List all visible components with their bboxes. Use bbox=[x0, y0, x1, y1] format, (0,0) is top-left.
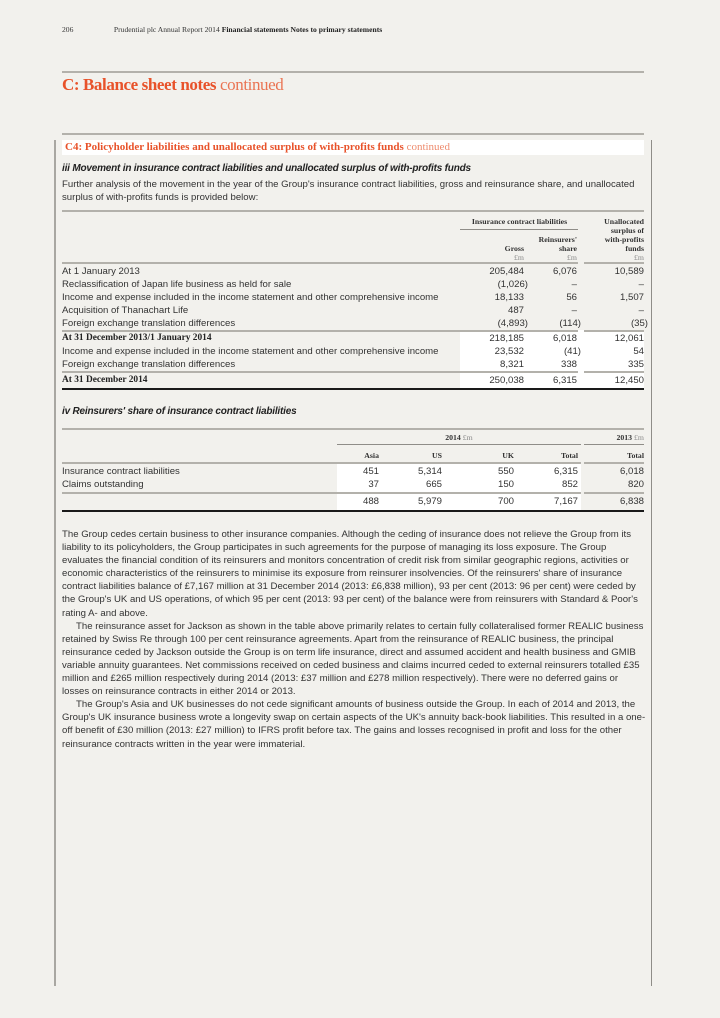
reinsurers-share-table bbox=[62, 428, 644, 513]
col-header-asia: Asia bbox=[364, 451, 379, 460]
cell-uk: 700 bbox=[497, 496, 514, 507]
col-header-reinsurers-share: Reinsurers' share £m bbox=[538, 235, 577, 262]
col-header-uk: UK bbox=[502, 451, 514, 460]
cell-total-2014: 7,167 bbox=[553, 496, 578, 507]
row-label: Reclassification of Japan life business as held for sale bbox=[62, 279, 292, 290]
cell-unallocated: 12,061 bbox=[614, 333, 644, 344]
table-bottom-rule bbox=[62, 388, 644, 390]
body-text bbox=[62, 528, 647, 751]
cell-unallocated: 54 bbox=[633, 346, 644, 357]
cell-asia: 451 bbox=[362, 466, 379, 477]
table-row-total bbox=[62, 495, 644, 508]
cell-us: 5,314 bbox=[417, 466, 442, 477]
note-heading bbox=[62, 140, 644, 155]
table-top-rule bbox=[62, 428, 644, 430]
paragraph: The Group's Asia and UK businesses do not cede significant amounts of business outside the Group. In each of 2014 and 2013, the Group's UK insurance business wrote a longevity swap on certain aspects of the UK's annuity back-book liabilities. This resulted in a one-off benefit of £30 million (2013: £27 million) to IFRS profit before tax. The gains and losses recognised in profit and loss for the other reinsurance contracts written in the year were immaterial. bbox=[62, 699, 646, 750]
table-row bbox=[62, 345, 644, 358]
cell-us: 665 bbox=[425, 479, 442, 490]
note-frame-top-divider bbox=[62, 133, 644, 135]
header-bottom-rule-2013 bbox=[584, 462, 644, 464]
row-label: At 31 December 2013/1 January 2014 bbox=[62, 333, 212, 343]
cell-unallocated: 1,507 bbox=[619, 292, 644, 303]
table-row bbox=[62, 304, 644, 317]
cell-total-2013: 6,838 bbox=[619, 496, 644, 507]
cell-unallocated: (35) bbox=[630, 318, 648, 329]
cell-total-2013: 6,018 bbox=[619, 466, 644, 477]
page-number: 206 bbox=[62, 25, 74, 34]
section-name: Financial statements bbox=[221, 25, 289, 34]
cell-unallocated: 10,589 bbox=[614, 266, 644, 277]
col-header-us: US bbox=[432, 451, 442, 460]
row-label: Acquisition of Thanachart Life bbox=[62, 305, 189, 316]
note-heading-suffix: continued bbox=[406, 141, 450, 153]
paragraph: The Group cedes certain business to other insurance companies. Although the ceding of insurance does not relieve the Group from its liability to its policyholders, the Group participates in such agreements for the purpose of managing its loss exposure. The Group evaluates the financial condition of its reinsurers and monitors concentration of credit risk from similar geographic regions, activities or economic characteristics of the reinsurers to minimise its exposure from reinsurer insolvencies. Of the reinsurers' share of insurance contract liabilities balance of £7,167 million at 31 December 2014 (2013: £6,838 million), 93 per cent (2013: 96 per cent) were ceded by the Group's UK and US operations, of which 95 per cent (2013: 93 per cent) of the balance were from reinsurers with Standard & Poor's rating A- and above. bbox=[62, 529, 638, 619]
part-iv-heading: iv Reinsurers' share of insurance contract liabilities bbox=[62, 406, 297, 417]
total-rule-2013 bbox=[584, 492, 644, 494]
note-heading-main: C4: Policyholder liabilities and unallocated surplus of with-profits funds bbox=[65, 141, 404, 153]
total-rule bbox=[62, 492, 581, 494]
col-header-total-2013: Total bbox=[626, 451, 644, 460]
header-bottom-rule-unalloc bbox=[584, 262, 644, 264]
col-header-gross: Gross £m bbox=[504, 244, 524, 262]
cell-gross: 487 bbox=[507, 305, 524, 316]
group-header-rule-2014 bbox=[337, 444, 581, 445]
cell-gross: (4,893) bbox=[497, 318, 528, 329]
cell-gross: 23,532 bbox=[494, 346, 524, 357]
table-row bbox=[62, 358, 644, 371]
cell-gross: 218,185 bbox=[489, 333, 524, 344]
top-divider bbox=[62, 71, 644, 73]
page-title bbox=[62, 75, 283, 95]
table-row-subtotal bbox=[62, 332, 644, 345]
note-frame-left-border bbox=[54, 140, 56, 986]
cell-asia: 37 bbox=[368, 479, 379, 490]
table-bottom-rule bbox=[62, 510, 644, 512]
cell-uk: 550 bbox=[497, 466, 514, 477]
cell-gross: 8,321 bbox=[499, 359, 524, 370]
cell-reinsurers-share: 6,315 bbox=[552, 375, 577, 386]
page-title-main: C: Balance sheet notes bbox=[62, 75, 217, 94]
cell-total-2013: 820 bbox=[627, 479, 644, 490]
row-label: Income and expense included in the income statement and other comprehensive income bbox=[62, 346, 439, 357]
cell-uk: 150 bbox=[497, 479, 514, 490]
part-iii-intro: Further analysis of the movement in the year of the Group's insurance contract liabilities, gross and reinsurance share, and unallocated surplus of with-profits funds is provided below: bbox=[62, 179, 635, 203]
col-header-unallocated: Unallocated surplus of with-profits funds £m bbox=[604, 217, 644, 262]
row-label: At 1 January 2013 bbox=[62, 266, 140, 277]
paragraph: The reinsurance asset for Jackson as shown in the table above primarily relates to certain fully collateralised former REALIC business retained by Swiss Re through 100 per cent reinsurance agreements. Apart from the reinsurance of REALIC business, the principal reinsurance ceded by Jackson outside the Group is on term life insurance, direct and assumed accident and health business and GMIB variable annuity guarantees. Net commissions received on ceded business and claims incurred ceded to external reinsurers totalled £35 million and £265 million respectively during 2014 (2013: £37 million and £278 million respectively). There were no deferred gains or losses on reinsurance contracts in either 2014 or 2013. bbox=[62, 620, 644, 698]
subsection-name: Notes to primary statements bbox=[290, 25, 383, 34]
cell-reinsurers-share: (41) bbox=[563, 346, 581, 357]
row-label: Claims outstanding bbox=[62, 479, 144, 490]
cell-total-2014: 6,315 bbox=[553, 466, 578, 477]
cell-reinsurers-share: 6,018 bbox=[552, 333, 577, 344]
publication-title: Prudential plc Annual Report 2014 bbox=[113, 25, 220, 34]
table-row bbox=[62, 278, 644, 291]
row-label: Income and expense included in the income statement and other comprehensive income bbox=[62, 292, 439, 303]
group-header-2013: 2013 £m bbox=[616, 433, 644, 442]
cell-total-2014: 852 bbox=[561, 479, 578, 490]
cell-reinsurers-share: 338 bbox=[560, 359, 577, 370]
table-row bbox=[62, 265, 644, 278]
cell-reinsurers-share: (114) bbox=[559, 318, 581, 329]
table-row bbox=[62, 291, 644, 304]
row-label: Foreign exchange translation differences bbox=[62, 359, 236, 370]
total-rule-unalloc bbox=[584, 371, 644, 373]
part-iii-heading: iii Movement in insurance contract liabilities and unallocated surplus of with-profits funds bbox=[62, 163, 471, 174]
note-frame-right-border bbox=[651, 140, 652, 986]
table-top-rule bbox=[62, 210, 644, 212]
table-row bbox=[62, 465, 644, 478]
cell-gross: 18,133 bbox=[494, 292, 524, 303]
movement-table bbox=[62, 210, 648, 392]
cell-gross: 250,038 bbox=[489, 375, 524, 386]
cell-reinsurers-share: 6,076 bbox=[552, 266, 577, 277]
running-header bbox=[62, 25, 382, 34]
group-header-rule-2013 bbox=[584, 444, 644, 445]
header-bottom-rule bbox=[62, 462, 581, 464]
header-bottom-rule bbox=[62, 262, 578, 264]
group-header-2014: 2014 £m bbox=[445, 433, 473, 442]
col-header-total-2014: Total bbox=[560, 451, 578, 460]
cell-unallocated: – bbox=[638, 279, 644, 290]
table-row bbox=[62, 478, 644, 491]
table-row bbox=[62, 317, 648, 330]
page-title-suffix: continued bbox=[219, 75, 284, 94]
row-label: At 31 December 2014 bbox=[62, 375, 148, 385]
table-row-total bbox=[62, 374, 644, 387]
cell-reinsurers-share: 56 bbox=[566, 292, 577, 303]
cell-reinsurers-share: – bbox=[571, 279, 577, 290]
row-label: Insurance contract liabilities bbox=[62, 466, 180, 477]
cell-gross: 205,484 bbox=[489, 266, 524, 277]
cell-reinsurers-share: – bbox=[571, 305, 577, 316]
group-header-icl: Insurance contract liabilities bbox=[471, 217, 568, 226]
cell-unallocated: 12,450 bbox=[614, 375, 644, 386]
total-rule bbox=[62, 371, 578, 373]
cell-unallocated: 335 bbox=[627, 359, 644, 370]
cell-unallocated: – bbox=[638, 305, 644, 316]
cell-asia: 488 bbox=[362, 496, 379, 507]
cell-gross: (1,026) bbox=[497, 279, 528, 290]
cell-us: 5,979 bbox=[417, 496, 442, 507]
row-label: Foreign exchange translation differences bbox=[62, 318, 236, 329]
group-header-rule bbox=[460, 229, 578, 230]
